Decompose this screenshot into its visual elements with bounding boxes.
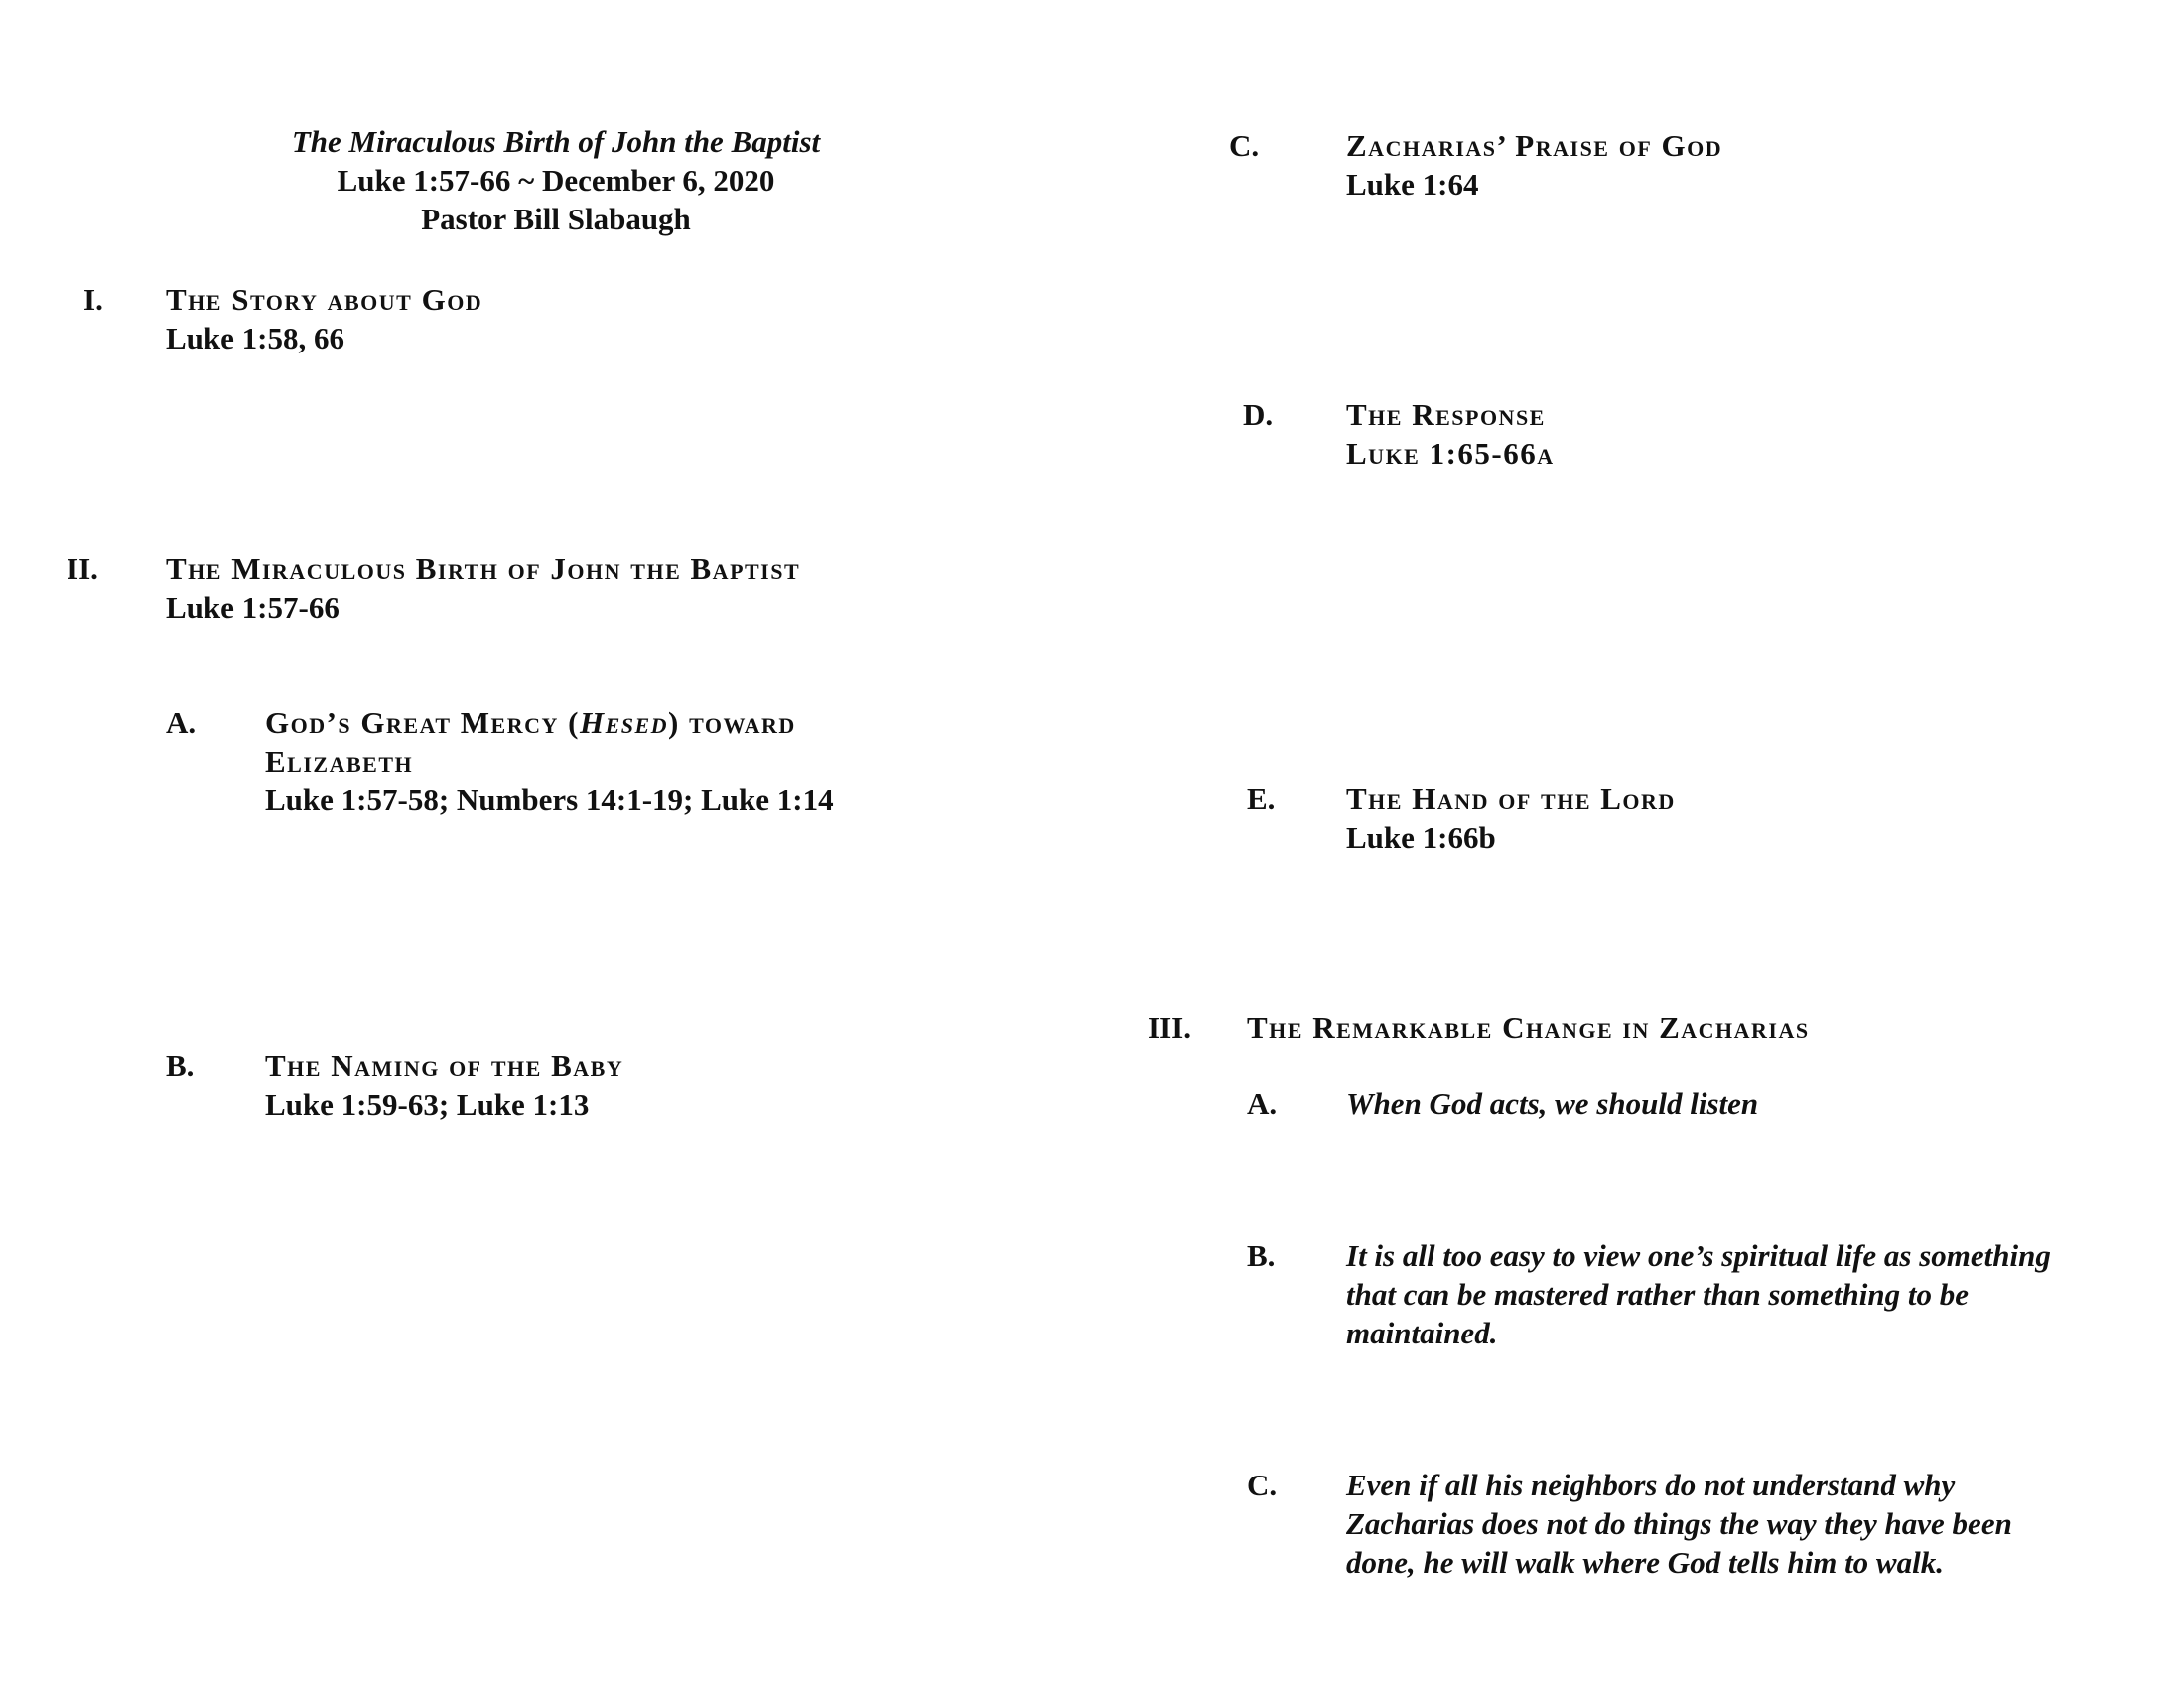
- outline-III-C-line1: Even if all his neighbors do not understand why: [1346, 1468, 1956, 1502]
- outline-III-C-line2: Zacharias does not do things the way they have been: [1346, 1506, 2012, 1541]
- outline-III-B: [1346, 1236, 2051, 1352]
- outline-II-B-ref: Luke 1:59-63; Luke 1:13: [265, 1087, 590, 1122]
- outline-I-heading: The Story about God: [166, 282, 483, 317]
- outline-II-D-ref: Luke 1:65-66a: [1346, 436, 1555, 471]
- outline-II-C-ref: Luke 1:64: [1346, 167, 1479, 202]
- outline-II-ref: Luke 1:57-66: [166, 590, 340, 625]
- outline-III-B-line3: maintained.: [1346, 1316, 1498, 1350]
- outline-II-D-number: D.: [1243, 397, 1274, 432]
- outline-II-A: [265, 703, 834, 819]
- outline-I: [166, 280, 482, 357]
- outline-II-A-ref: Luke 1:57-58; Numbers 14:1-19; Luke 1:14: [265, 782, 834, 817]
- outline-II-A-number: A.: [166, 705, 197, 740]
- outline-II-A-heading-part1: God’s Great Mercy (: [265, 705, 580, 740]
- outline-II-A-heading-line2: Elizabeth: [265, 744, 414, 778]
- outline-III-C-line3: done, he will walk where God tells him to walk.: [1346, 1545, 1944, 1580]
- outline-III-A: [1346, 1084, 1758, 1123]
- outline-II-E-heading: The Hand of the Lord: [1346, 781, 1676, 816]
- outline-II-D: [1346, 395, 1555, 473]
- outline-II-B: [265, 1047, 623, 1124]
- outline-II-E: [1346, 779, 1676, 857]
- outline-III-C-number: C.: [1247, 1468, 1278, 1502]
- outline-III-B-line1: It is all too easy to view one’s spiritual life as something: [1346, 1238, 2051, 1273]
- outline-II-number: II.: [67, 551, 98, 586]
- outline-II: [166, 549, 800, 627]
- title-block: [169, 122, 943, 238]
- outline-III-B-line2: that can be mastered rather than something to be: [1346, 1277, 1969, 1312]
- outline-II-E-ref: Luke 1:66b: [1346, 820, 1496, 855]
- outline-II-E-number: E.: [1247, 781, 1276, 816]
- outline-II-A-heading-italic: Hesed: [579, 705, 669, 740]
- sermon-title: The Miraculous Birth of John the Baptist: [291, 124, 821, 159]
- outline-II-A-heading-part2: ) toward: [668, 705, 796, 740]
- outline-III-B-number: B.: [1247, 1238, 1276, 1273]
- outline-II-C-heading: Zacharias’ Praise of God: [1346, 128, 1723, 163]
- outline-III-number: III.: [1148, 1010, 1191, 1045]
- outline-III: [1247, 1008, 1810, 1047]
- sermon-pastor: Pastor Bill Slabaugh: [421, 202, 691, 236]
- outline-II-C-number: C.: [1229, 128, 1260, 163]
- outline-III-A-text: When God acts, we should listen: [1346, 1086, 1759, 1121]
- outline-II-A-heading: [265, 703, 834, 742]
- outline-I-number: I.: [83, 282, 103, 317]
- outline-I-ref: Luke 1:58, 66: [166, 321, 344, 355]
- outline-II-D-heading: The Response: [1346, 397, 1546, 432]
- outline-III-C: [1346, 1466, 2012, 1582]
- outline-II-B-heading: The Naming of the Baby: [265, 1049, 624, 1083]
- outline-II-B-number: B.: [166, 1049, 195, 1083]
- outline-III-A-number: A.: [1247, 1086, 1278, 1121]
- outline-II-heading: The Miraculous Birth of John the Baptist: [166, 551, 801, 586]
- outline-II-C: [1346, 126, 1722, 204]
- sermon-reference-date: Luke 1:57-66 ~ December 6, 2020: [337, 163, 775, 198]
- outline-III-heading: The Remarkable Change in Zacharias: [1247, 1010, 1810, 1045]
